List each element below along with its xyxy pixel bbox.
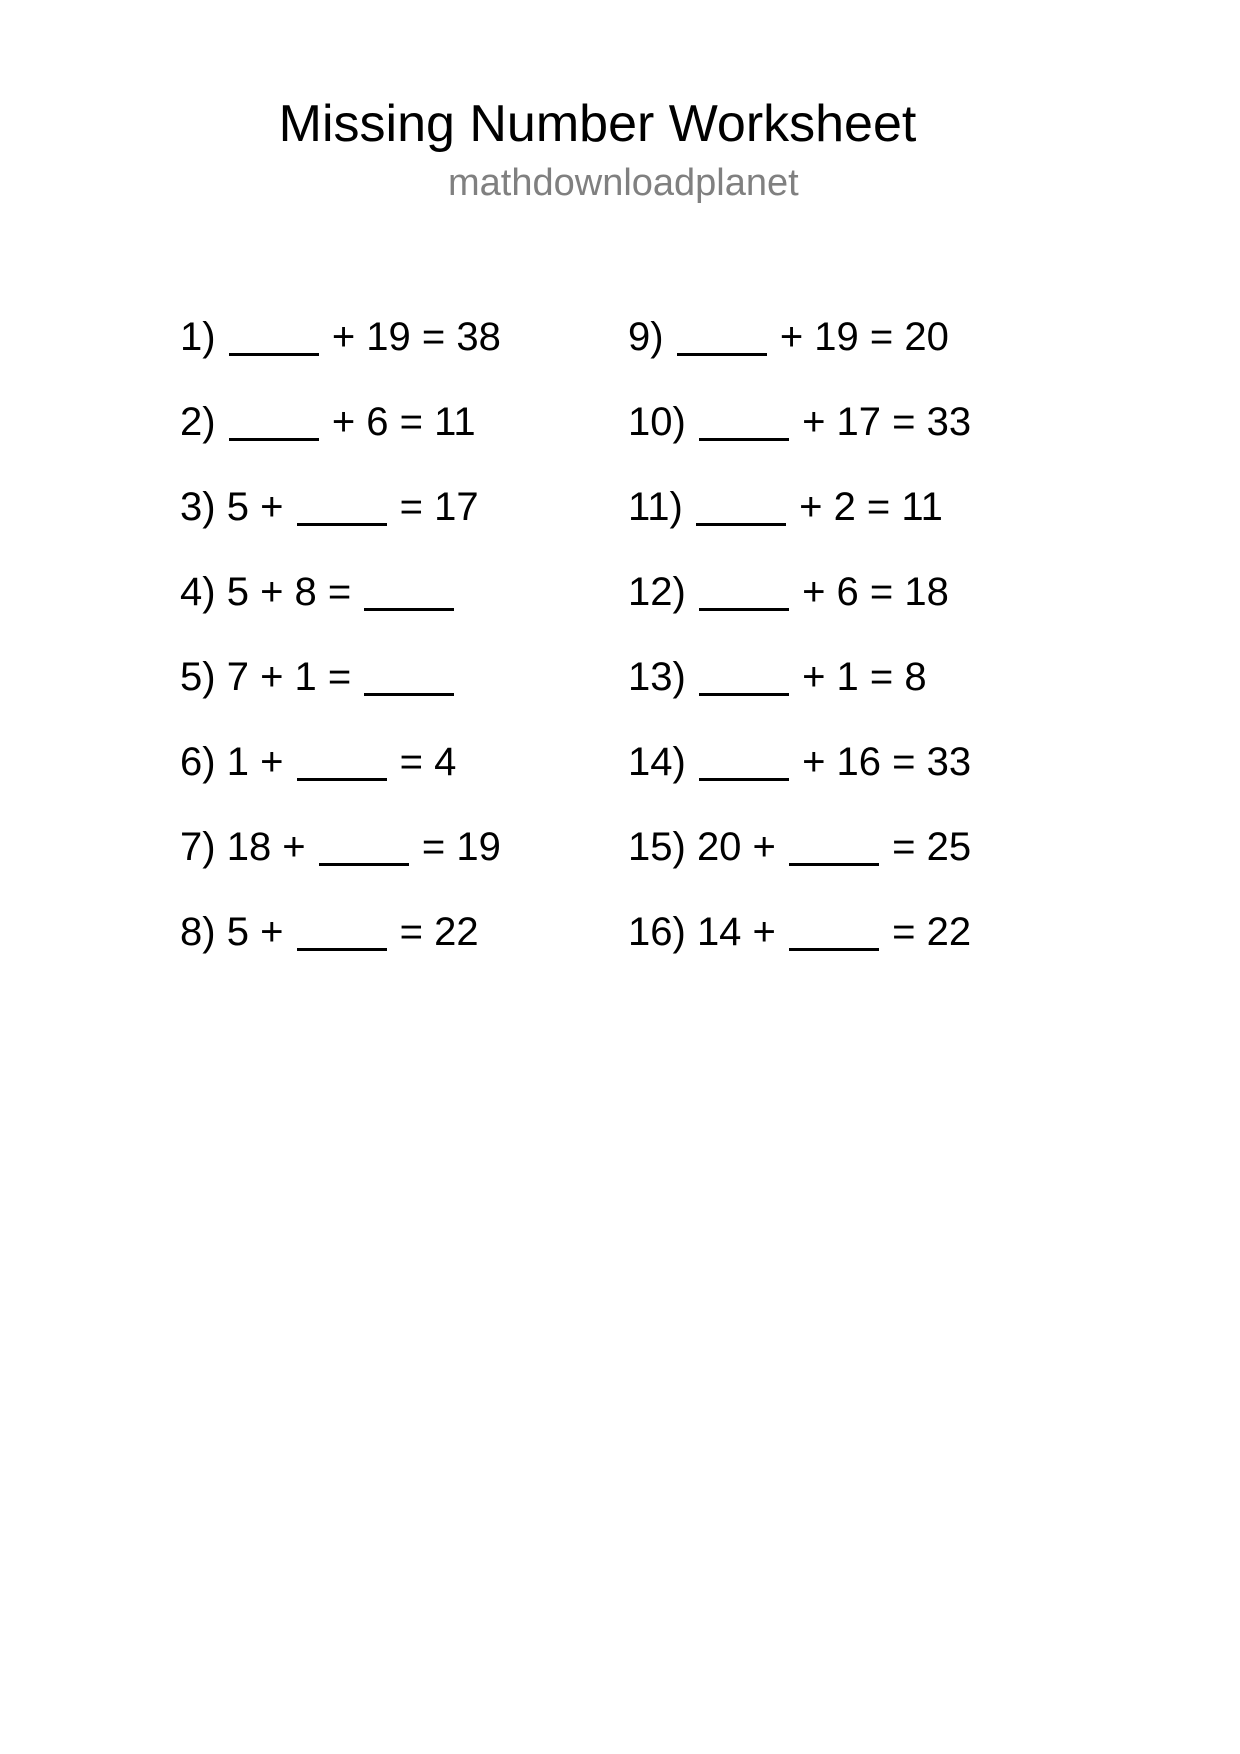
problem-expression: = 22 bbox=[892, 910, 972, 954]
answer-blank[interactable] bbox=[364, 653, 454, 696]
problem-number: 11) bbox=[628, 485, 683, 529]
problem-13 bbox=[628, 653, 971, 738]
answer-blank[interactable] bbox=[699, 568, 789, 611]
worksheet-title: Missing Number Worksheet bbox=[278, 95, 917, 153]
answer-blank[interactable] bbox=[297, 483, 387, 526]
problem-3 bbox=[180, 483, 501, 568]
problem-expression: + 19 = 20 bbox=[779, 315, 949, 359]
problem-expression: + 6 = 18 bbox=[802, 570, 949, 614]
problem-8 bbox=[180, 908, 501, 993]
answer-blank[interactable] bbox=[699, 653, 789, 696]
problem-expression: = 17 bbox=[399, 485, 479, 529]
problem-number: 10) bbox=[628, 400, 686, 444]
problem-expression: 5 + bbox=[226, 485, 284, 529]
problem-expression: 5 + bbox=[226, 910, 284, 954]
problem-expression: + 16 = 33 bbox=[802, 740, 972, 784]
problem-11 bbox=[628, 483, 971, 568]
problem-number: 6) bbox=[180, 740, 216, 784]
problem-expression: = 19 bbox=[421, 825, 501, 869]
answer-blank[interactable] bbox=[677, 313, 767, 356]
problem-6 bbox=[180, 738, 501, 823]
problem-expression: + 19 = 38 bbox=[331, 315, 501, 359]
answer-blank[interactable] bbox=[297, 908, 387, 951]
problem-4 bbox=[180, 568, 501, 653]
problem-expression: 1 + bbox=[226, 740, 284, 784]
problem-number: 16) bbox=[628, 910, 686, 954]
answer-blank[interactable] bbox=[696, 483, 786, 526]
problem-number: 5) bbox=[180, 655, 216, 699]
problem-2 bbox=[180, 398, 501, 483]
problem-number: 4) bbox=[180, 570, 216, 614]
problem-expression: + 17 = 33 bbox=[802, 400, 972, 444]
problem-column-left bbox=[180, 313, 501, 993]
problem-expression: 5 + 8 = bbox=[226, 570, 352, 614]
problem-number: 13) bbox=[628, 655, 686, 699]
answer-blank[interactable] bbox=[699, 398, 789, 441]
problem-expression: = 22 bbox=[399, 910, 479, 954]
answer-blank[interactable] bbox=[297, 738, 387, 781]
problem-number: 15) bbox=[628, 825, 686, 869]
answer-blank[interactable] bbox=[229, 398, 319, 441]
problem-expression: + 6 = 11 bbox=[331, 400, 476, 444]
problem-expression: 14 + bbox=[696, 910, 776, 954]
problem-10 bbox=[628, 398, 971, 483]
problem-expression: = 4 bbox=[399, 740, 457, 784]
answer-blank[interactable] bbox=[699, 738, 789, 781]
answer-blank[interactable] bbox=[789, 908, 879, 951]
problem-5 bbox=[180, 653, 501, 738]
problem-number: 9) bbox=[628, 315, 664, 359]
problem-12 bbox=[628, 568, 971, 653]
problem-expression: 20 + bbox=[696, 825, 776, 869]
problem-number: 2) bbox=[180, 400, 216, 444]
problem-15 bbox=[628, 823, 971, 908]
problem-number: 7) bbox=[180, 825, 216, 869]
problem-14 bbox=[628, 738, 971, 823]
problem-1 bbox=[180, 313, 501, 398]
problem-expression: + 2 = 11 bbox=[799, 485, 943, 529]
answer-blank[interactable] bbox=[364, 568, 454, 611]
answer-blank[interactable] bbox=[789, 823, 879, 866]
answer-blank[interactable] bbox=[319, 823, 409, 866]
problem-expression: 18 + bbox=[226, 825, 306, 869]
problem-expression: = 25 bbox=[892, 825, 972, 869]
problem-number: 14) bbox=[628, 740, 686, 784]
worksheet-subtitle: mathdownloadplanet bbox=[448, 162, 799, 204]
problem-expression: + 1 = 8 bbox=[802, 655, 927, 699]
problem-column-right bbox=[628, 313, 971, 993]
problem-16 bbox=[628, 908, 971, 993]
problem-number: 12) bbox=[628, 570, 686, 614]
problem-9 bbox=[628, 313, 971, 398]
problem-expression: 7 + 1 = bbox=[226, 655, 352, 699]
problem-number: 3) bbox=[180, 485, 216, 529]
problem-7 bbox=[180, 823, 501, 908]
answer-blank[interactable] bbox=[229, 313, 319, 356]
problem-number: 8) bbox=[180, 910, 216, 954]
problem-number: 1) bbox=[180, 315, 216, 359]
